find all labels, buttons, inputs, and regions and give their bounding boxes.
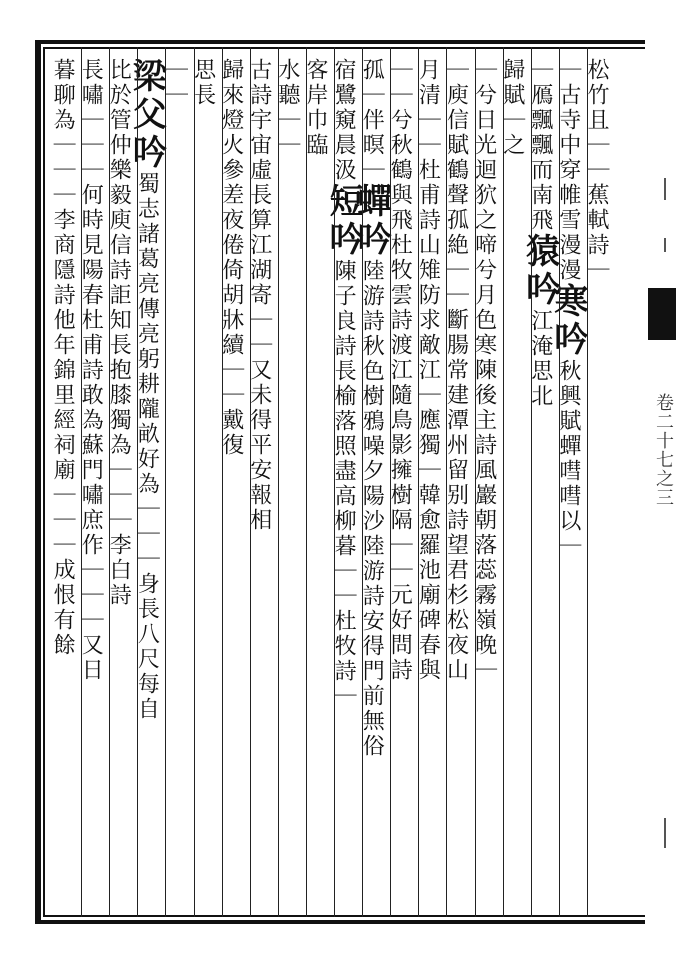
column-text: 思長 bbox=[190, 58, 216, 108]
text-column bbox=[443, 58, 473, 683]
column-rule bbox=[362, 47, 363, 917]
column-text: 江淹思北 bbox=[527, 309, 553, 409]
text-column bbox=[499, 58, 530, 158]
column-rule bbox=[587, 47, 588, 917]
column-rule bbox=[250, 47, 251, 917]
column-rule bbox=[222, 47, 223, 917]
text-column bbox=[471, 58, 502, 683]
column-text: 水聽｜｜ bbox=[274, 58, 300, 158]
text-column bbox=[162, 58, 192, 108]
column-text: ｜兮日光迴狖之啼兮月色寒陳後主詩風巖朝落蕊霧嶺晚｜ bbox=[471, 58, 497, 683]
column-text: 暮聊為｜｜｜李商隱詩他年錦里經祠廟｜｜｜成恨有餘 bbox=[50, 58, 76, 658]
column-rule bbox=[137, 47, 138, 917]
text-column bbox=[218, 58, 249, 458]
column-text: 陳子良詩長榆落照盡高柳暮｜｜杜牧詩｜ bbox=[331, 259, 357, 709]
column-text: 客岸巾臨 bbox=[302, 58, 328, 158]
text-column bbox=[246, 58, 277, 533]
entry-heading: 梁父吟 bbox=[126, 58, 167, 172]
column-text: ｜鴈飄飄而南飛 bbox=[527, 58, 553, 233]
column-rule bbox=[531, 47, 532, 917]
entry-heading: 蟬吟 bbox=[351, 183, 392, 259]
text-column bbox=[50, 58, 80, 658]
text-column bbox=[274, 58, 305, 158]
column-rule bbox=[278, 47, 279, 917]
entry-heading: 短吟 bbox=[323, 183, 364, 259]
text-column bbox=[583, 58, 614, 283]
margin-mark bbox=[664, 818, 666, 848]
text-column bbox=[323, 58, 364, 709]
text-column bbox=[519, 58, 560, 409]
column-text: 蜀志諸葛亮傳亮躬耕隴畝好為｜｜｜身長八尺每自 bbox=[134, 172, 160, 722]
text-column bbox=[415, 58, 445, 683]
column-text: 古詩宇宙虛長算江湖寄｜｜又未得平安報相 bbox=[246, 58, 272, 533]
column-text: 陸游詩秋色樹鴉噪夕陽沙陸游詩安得門前無俗 bbox=[359, 259, 385, 759]
column-rule bbox=[109, 47, 110, 917]
column-text: 宿鷺窺晨汲 bbox=[331, 58, 357, 183]
column-text: 歸賦｜之 bbox=[499, 58, 525, 158]
column-rule bbox=[194, 47, 195, 917]
column-text: ｜｜ bbox=[162, 58, 188, 108]
column-text: ｜庾信賦鶴聲孤絶｜｜斷腸常建潭州留别詩望君杉松夜山 bbox=[443, 58, 469, 683]
column-rule bbox=[334, 47, 335, 917]
margin-mark bbox=[664, 238, 666, 252]
text-column bbox=[547, 58, 588, 559]
column-text: 長嘯｜｜｜何時見陽春杜甫詩敢為蘇門嘯庶作｜｜｜又日 bbox=[78, 58, 104, 683]
text-column bbox=[106, 58, 136, 608]
entry-heading: 猿吟 bbox=[519, 233, 560, 309]
column-rule bbox=[503, 47, 504, 917]
entry-heading: 寒吟 bbox=[547, 283, 588, 359]
column-text: ｜｜兮秋鶴與飛杜牧雲詩渡江隨鳥影擁樹隔｜｜元好問詩 bbox=[387, 58, 413, 683]
column-text: 孤｜伴暝｜ bbox=[359, 58, 385, 183]
column-rule bbox=[390, 47, 391, 917]
text-column bbox=[78, 58, 108, 683]
column-rule bbox=[475, 47, 476, 917]
margin-title: 卷二十七之三 bbox=[653, 393, 674, 507]
margin-black-block bbox=[648, 288, 676, 340]
text-column bbox=[351, 58, 392, 759]
column-rule bbox=[418, 47, 419, 917]
text-column bbox=[126, 58, 167, 722]
text-column bbox=[302, 58, 333, 158]
column-text: ｜古寺中穿帷雪漫漫 bbox=[555, 58, 581, 283]
column-text: 月清｜｜杜甫詩山雉防求敵江｜應獨｜韓愈羅池廟碑春與 bbox=[415, 58, 441, 683]
margin-mark bbox=[664, 178, 666, 200]
text-column bbox=[387, 58, 417, 683]
column-rule bbox=[81, 47, 82, 917]
text-column bbox=[190, 58, 221, 108]
column-rule bbox=[559, 47, 560, 917]
column-rule bbox=[306, 47, 307, 917]
column-text: 比於管仲樂毅庾信詩詎知長抱膝獨為｜｜｜李白詩 bbox=[106, 58, 132, 608]
page-margin-column bbox=[644, 48, 676, 916]
column-text: 松竹且｜｜蕉軾詩｜ bbox=[583, 58, 609, 283]
column-text: 秋興賦蟬嘒嘒以｜ bbox=[555, 359, 581, 559]
column-rule bbox=[446, 47, 447, 917]
column-text: 歸來燈火參差夜倦倚胡牀續｜｜戴復 bbox=[218, 58, 244, 458]
column-rule bbox=[165, 47, 166, 917]
